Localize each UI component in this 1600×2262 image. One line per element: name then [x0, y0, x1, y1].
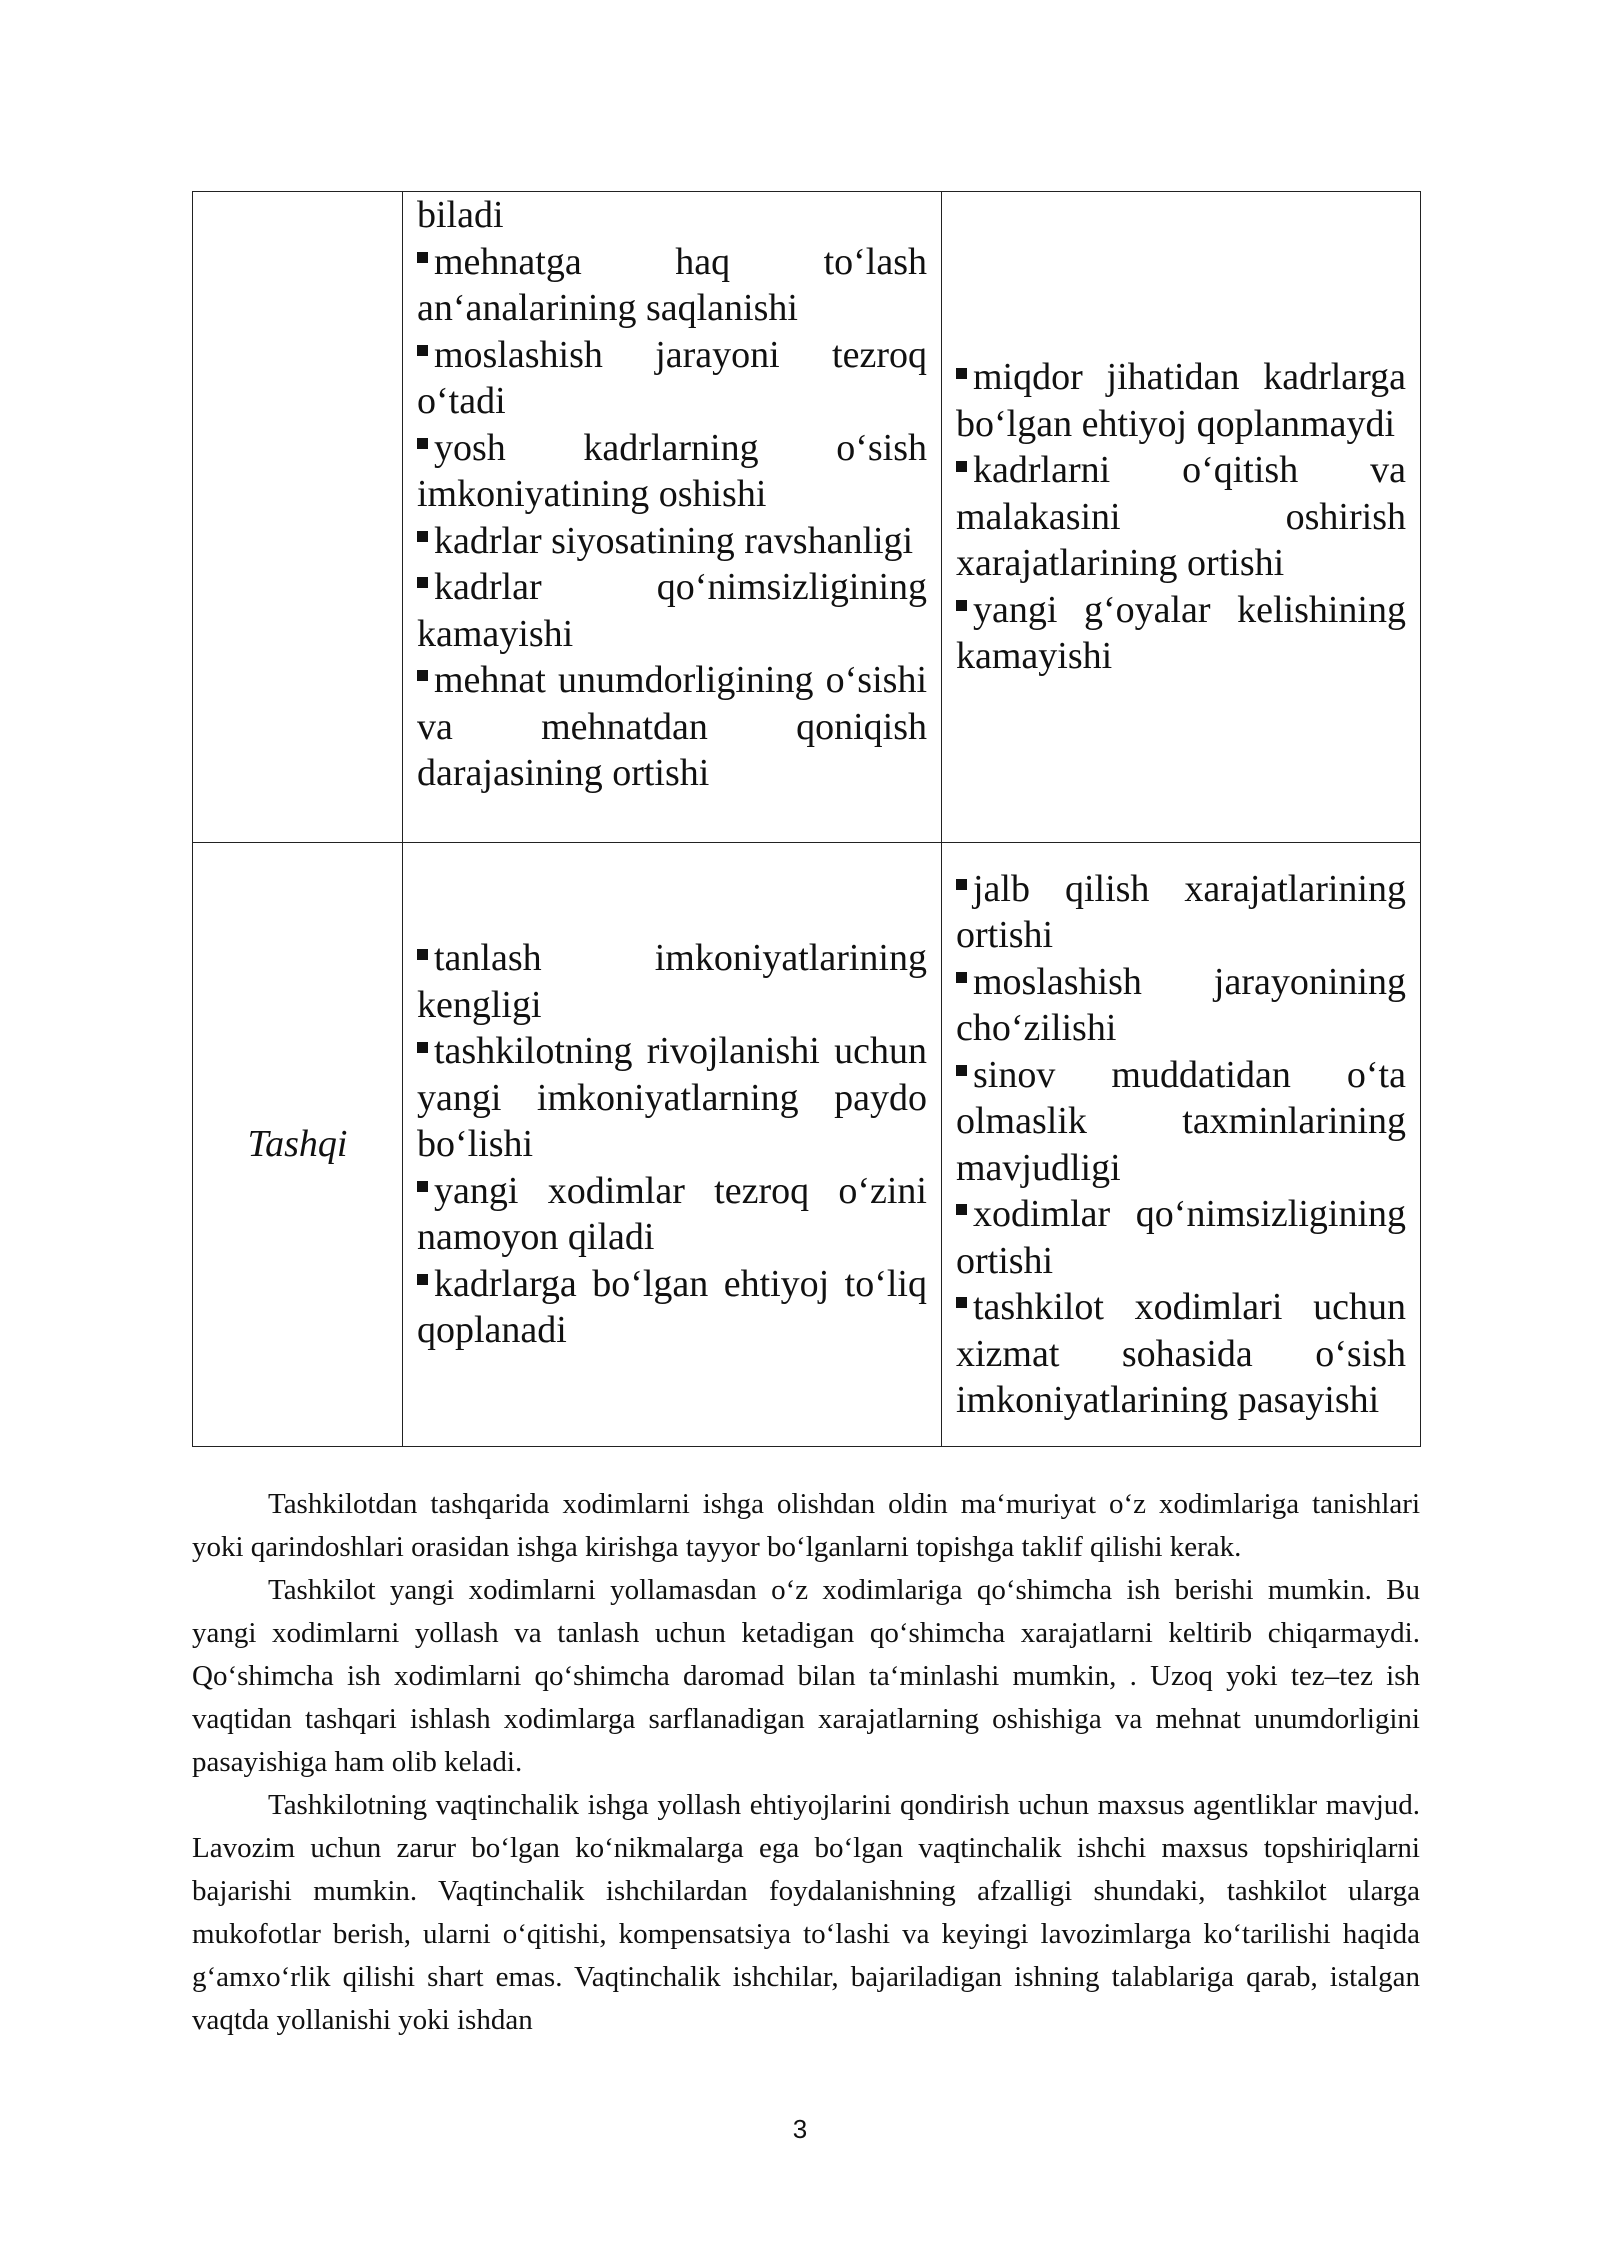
list-item: sinov muddatidan o‘ta olmaslik taxminlarining mavjudligi [956, 1053, 1406, 1189]
square-bullet-icon [417, 670, 428, 681]
list-item: tashkilot xodimlari uchun xizmat sohasida o‘sish imkoniyatlarining pasayishi [956, 1286, 1406, 1421]
square-bullet-icon [417, 1181, 428, 1192]
square-bullet-icon [956, 600, 967, 611]
disadvantages-cell [942, 843, 1421, 1447]
square-bullet-icon [417, 531, 428, 542]
square-bullet-icon [956, 368, 967, 379]
list-item: yangi g‘oyalar kelishining kamayishi [956, 588, 1406, 678]
list-item: yosh kadrlarning o‘sish imkoniyatining oshishi [417, 426, 927, 515]
square-bullet-icon [417, 438, 428, 449]
square-bullet-icon [417, 949, 428, 960]
category-cell [193, 192, 403, 843]
list-item: xodimlar qo‘nimsizligining ortishi [956, 1193, 1406, 1282]
square-bullet-icon [417, 345, 428, 356]
list-item: yangi xodimlar tezroq o‘zini namoyon qiladi [417, 1169, 927, 1259]
list-item: miqdor jihatidan kadrlarga bo‘lgan ehtiyoj qoplanmaydi [956, 356, 1406, 445]
list-item: jalb qilish xarajatlarining ortishi [956, 867, 1406, 956]
square-bullet-icon [956, 1297, 967, 1308]
list-item: kadrlarga bo‘lgan ehtiyoj to‘liq qoplanadi [417, 1262, 927, 1352]
advantages-cell [403, 843, 942, 1447]
list-item: kadrlar qo‘nimsizligining kamayishi [417, 566, 927, 655]
square-bullet-icon [417, 1042, 428, 1053]
advantages-cell [403, 192, 942, 843]
square-bullet-icon [956, 1204, 967, 1215]
advantage-lead-text: biladi [417, 194, 504, 236]
table-row-external [193, 843, 1421, 1447]
square-bullet-icon [956, 879, 967, 890]
square-bullet-icon [417, 1274, 428, 1285]
list-item: moslashish jarayonining cho‘zilishi [956, 960, 1406, 1049]
square-bullet-icon [956, 972, 967, 983]
list-item: tashkilotning rivojlanishi uchun yangi imkoniyatlarning paydo bo‘lishi [417, 1030, 927, 1166]
list-item: moslashish jarayoni tezroq o‘tadi [417, 333, 927, 422]
paragraph: Tashkilot yangi xodimlarni yollamasdan o‘z xodimlariga qo‘shimcha ish berishi mumkin. Bu yangi xodimlarni yollash va tanlash uchun ketadigan qo‘shimcha xarajatlarni keltirib chiqarmaydi. Qo‘shimcha ish xodimlarni qo‘shimcha daromad bilan ta‘minlashi mumkin, . Uzoq yoki tez–tez ish vaqtidan tashqari ishlash xodimlarga sarflanadigan xarajatlarning oshishiga va mehnat unumdorligini pasayishiga ham olib keladi. [192, 1574, 1420, 1778]
square-bullet-icon [417, 577, 428, 588]
list-item: kadrlar siyosatining ravshanligi [417, 518, 927, 565]
list-item: kadrlarni o‘qitish va malakasini oshirish xarajatlarining ortishi [956, 449, 1406, 585]
page-number: 3 [792, 2114, 808, 2144]
square-bullet-icon [417, 252, 428, 263]
list-item: tanlash imkoniyatlarining kengligi [417, 937, 927, 1026]
table-row-internal [193, 192, 1421, 843]
disadvantages-cell [942, 192, 1421, 843]
list-item: mehnat unumdorligining o‘sishi va mehnatdan qoniqish darajasining ortishi [417, 659, 927, 794]
square-bullet-icon [956, 1065, 967, 1076]
list-item: mehnatga haq to‘lash an‘analarining saqlanishi [417, 240, 927, 329]
comparison-table [192, 191, 1421, 1447]
square-bullet-icon [956, 461, 967, 472]
body-text [192, 1483, 1420, 2042]
category-cell: Tashqi [193, 843, 403, 1447]
paragraph: Tashkilotning vaqtinchalik ishga yollash ehtiyojlarini qondirish uchun maxsus agentliklar mavjud. Lavozim uchun zarur bo‘lgan ko‘nikmalarga ega bo‘lgan vaqtinchalik ishchi maxsus topshiriqlarni bajarishi mumkin. Vaqtinchalik ishchilardan foydalanishning afzalligi shundaki, tashkilot ularga mukofotlar berish, ularni o‘qitishi, kompensatsiya to‘lashi va keyingi lavozimlarga ko‘tarilishi haqida g‘amxo‘rlik qilishi shart emas. Vaqtinchalik ishchilar, bajariladigan ishning talablariga qarab, istalgan vaqtda yollanishi yoki ishdan [192, 1789, 1420, 2036]
paragraph: Tashkilotdan tashqarida xodimlarni ishga olishdan oldin ma‘muriyat o‘z xodimlariga tanishlari yoki qarindoshlari orasidan ishga kirishga tayyor bo‘lganlarni topishga taklif qilishi kerak. [192, 1488, 1420, 1563]
